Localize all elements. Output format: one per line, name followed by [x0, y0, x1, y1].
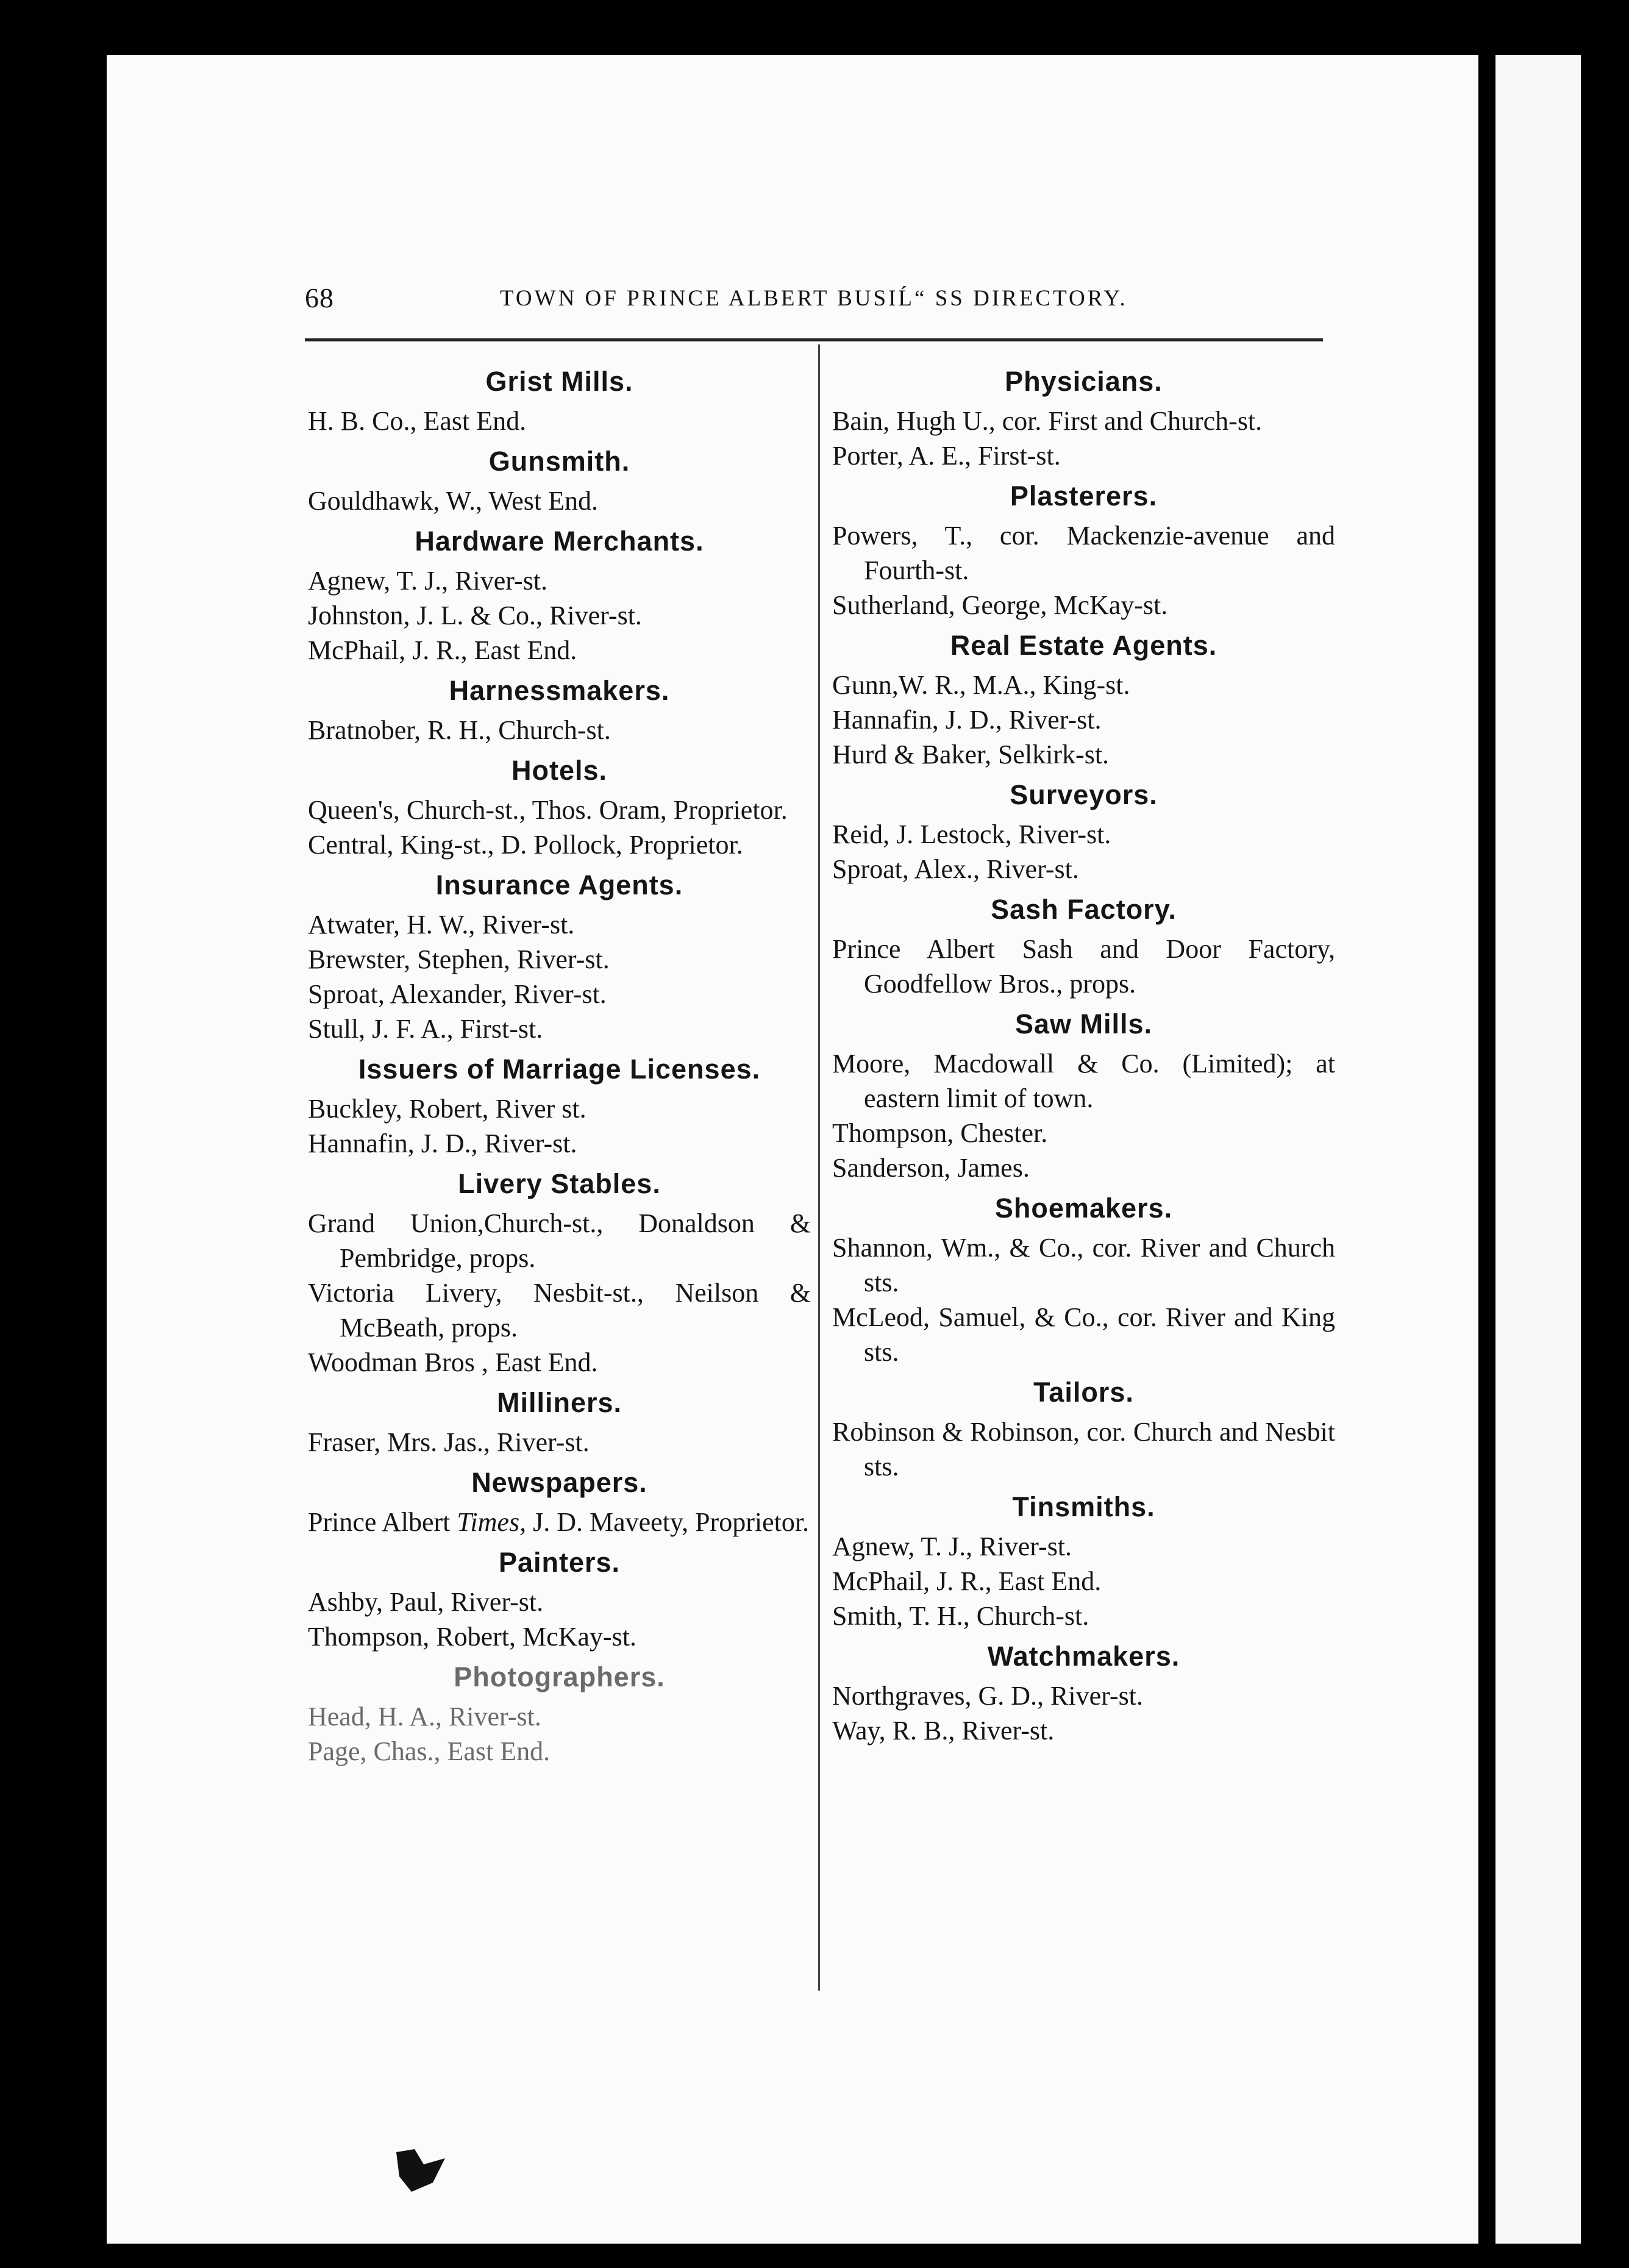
left-column: [308, 358, 811, 1769]
column-divider: [818, 344, 820, 1991]
section-painters: [308, 1544, 811, 1654]
section-hardware-merchants: [308, 523, 811, 668]
entry-list: [308, 713, 811, 747]
directory-entry: Moore, Macdowall & Co. (Limited); at eastern limit of town.: [832, 1049, 1335, 1113]
directory-entry: Stull, J. F. A., First-st.: [308, 1014, 543, 1044]
section-heading: Hotels.: [511, 755, 608, 786]
section-tinsmiths: [832, 1489, 1335, 1633]
directory-entry: Brewster, Stephen, River-st.: [308, 944, 610, 974]
entry-list: [832, 1678, 1335, 1748]
directory-entry: Robinson & Robinson, cor. Church and Nesbit sts.: [832, 1417, 1335, 1482]
section-grist-mills: [308, 363, 811, 438]
section-surveyors: [832, 777, 1335, 886]
entry-list: [308, 793, 811, 862]
directory-entry: Victoria Livery, Nesbit-st., Neilson & McBeath, props.: [308, 1278, 811, 1343]
entry-list: [832, 932, 1335, 1001]
section-heading: Real Estate Agents.: [950, 630, 1217, 661]
directory-entry: Way, R. B., River-st.: [832, 1716, 1055, 1746]
section-real-estate-agents: [832, 627, 1335, 772]
directory-entry: Sproat, Alexander, River-st.: [308, 979, 607, 1009]
page-header: [195, 282, 1183, 324]
directory-entry: Northgraves, G. D., River-st.: [832, 1681, 1143, 1711]
directory-entry: McLeod, Samuel, & Co., cor. River and King sts.: [832, 1302, 1335, 1367]
entry-list: [832, 1230, 1335, 1369]
section-heading: Physicians.: [1005, 366, 1163, 397]
right-column: [832, 358, 1335, 1748]
directory-entry: Gunn,W. R., M.A., King-st.: [832, 670, 1130, 700]
directory-entry: Sproat, Alex., River-st.: [832, 854, 1079, 884]
section-hotels: [308, 752, 811, 862]
publication-title: Times,: [457, 1507, 527, 1537]
entry-list: [832, 1529, 1335, 1633]
section-tailors: [832, 1374, 1335, 1484]
directory-entry: Hurd & Baker, Selkirk-st.: [832, 740, 1110, 769]
entry-list: [308, 1425, 811, 1460]
section-shoemakers: [832, 1190, 1335, 1369]
entry-list: [308, 404, 811, 438]
section-heading: Watchmakers.: [987, 1641, 1180, 1672]
section-plasterers: [832, 478, 1335, 622]
directory-entry: McPhail, J. R., East End.: [308, 635, 577, 665]
section-livery-stables: [308, 1166, 811, 1380]
section-saw-mills: [832, 1006, 1335, 1185]
section-heading: Saw Mills.: [1014, 1008, 1153, 1040]
section-heading: Newspapers.: [471, 1467, 647, 1498]
directory-entry: Fraser, Mrs. Jas., River-st.: [308, 1427, 590, 1457]
directory-entry: Head, H. A., River-st.: [308, 1702, 541, 1731]
directory-entry: Agnew, T. J., River-st.: [832, 1532, 1072, 1561]
directory-entry: Reid, J. Lestock, River-st.: [832, 819, 1111, 849]
entry-list: [308, 1505, 811, 1539]
directory-entry: [308, 1505, 811, 1539]
entry-list: [308, 1206, 811, 1380]
section-heading: Shoemakers.: [994, 1193, 1173, 1224]
entry-list: [308, 483, 811, 518]
section-heading: Issuers of Marriage Licenses.: [358, 1054, 761, 1085]
entry-list: [308, 1585, 811, 1654]
entry-text: Prince Albert: [308, 1507, 457, 1537]
page-gutter: [1478, 0, 1495, 2268]
entry-list: [832, 518, 1335, 622]
section-heading: Sash Factory.: [991, 894, 1177, 925]
section-gunsmith: [308, 443, 811, 518]
directory-entry: Smith, T. H., Church-st.: [832, 1601, 1089, 1631]
section-heading: Plasterers.: [1010, 480, 1158, 512]
section-watchmakers: [832, 1638, 1335, 1748]
section-heading: Insurance Agents.: [435, 869, 683, 900]
entry-list: [308, 1699, 811, 1769]
section-heading: Harnessmakers.: [449, 675, 670, 706]
directory-entry: Bain, Hugh U., cor. First and Church-st.: [832, 406, 1263, 436]
section-heading: Hardware Merchants.: [415, 526, 704, 557]
directory-entry: Central, King-st., D. Pollock, Proprietor.: [308, 830, 743, 860]
section-heading: Surveyors.: [1010, 779, 1158, 810]
directory-entry: Ashby, Paul, River-st.: [308, 1587, 544, 1617]
section-newspapers: [308, 1464, 811, 1539]
entry-list: [832, 404, 1335, 473]
section-heading: Grist Mills.: [485, 366, 633, 397]
directory-entry: Atwater, H. W., River-st.: [308, 910, 575, 940]
directory-entry: Sanderson, James.: [832, 1153, 1030, 1183]
entry-list: [832, 1046, 1335, 1185]
print-smudge: [390, 2146, 451, 2195]
directory-entry: Queen's, Church-st., Thos. Oram, Proprietor.: [308, 795, 788, 825]
section-physicians: [832, 363, 1335, 473]
directory-entry: Hannafin, J. D., River-st.: [832, 705, 1102, 735]
section-harnessmakers: [308, 672, 811, 747]
directory-entry: Woodman Bros , East End.: [308, 1347, 598, 1377]
page-number: 68: [305, 282, 334, 313]
directory-entry: Buckley, Robert, River st.: [308, 1094, 586, 1124]
section-heading: Milliners.: [496, 1387, 622, 1418]
directory-entry: Johnston, J. L. & Co., River-st.: [308, 601, 642, 630]
entry-list: [308, 1091, 811, 1161]
directory-entry: McPhail, J. R., East End.: [832, 1566, 1102, 1596]
directory-entry: Grand Union,Church-st., Donaldson & Pembridge, props.: [308, 1208, 811, 1273]
section-heading: Tinsmiths.: [1012, 1491, 1155, 1522]
section-issuers-of-marriage-licenses: [308, 1051, 811, 1161]
directory-entry: Thompson, Robert, McKay-st.: [308, 1622, 636, 1652]
directory-entry: Powers, T., cor. Mackenzie-avenue and Fourth-st.: [832, 521, 1335, 585]
running-title: TOWN OF PRINCE ALBERT BUSIĹ“ SS DIRECTORY.: [500, 286, 1128, 311]
entry-list: [832, 1414, 1335, 1484]
section-insurance-agents: [308, 867, 811, 1046]
header-rule: [305, 338, 1323, 341]
directory-entry: Gouldhawk, W., West End.: [308, 486, 598, 516]
directory-entry: Prince Albert Sash and Door Factory, Goodfellow Bros., props.: [832, 934, 1335, 999]
directory-entry: Bratnober, R. H., Church-st.: [308, 715, 611, 745]
directory-entry: Agnew, T. J., River-st.: [308, 566, 548, 596]
directory-entry: Page, Chas., East End.: [308, 1736, 551, 1766]
directory-entry: Hannafin, J. D., River-st.: [308, 1129, 577, 1158]
directory-entry: Thompson, Chester.: [832, 1118, 1048, 1148]
directory-entry: Shannon, Wm., & Co., cor. River and Church sts.: [832, 1233, 1335, 1297]
directory-entry: Porter, A. E., First-st.: [832, 441, 1061, 471]
section-heading: Livery Stables.: [458, 1168, 661, 1199]
directory-entry: Sutherland, George, McKay-st.: [832, 590, 1168, 620]
section-milliners: [308, 1385, 811, 1460]
section-sash-factory: [832, 891, 1335, 1001]
facing-page-edge: [1495, 55, 1581, 2244]
entry-list: [832, 817, 1335, 886]
entry-text: J. D. Maveety, Proprietor.: [526, 1507, 810, 1537]
section-heading: Photographers.: [454, 1661, 665, 1692]
directory-entry: H. B. Co., East End.: [308, 406, 527, 436]
section-heading: Tailors.: [1033, 1377, 1134, 1408]
entry-list: [832, 668, 1335, 772]
section-heading: Gunsmith.: [488, 446, 630, 477]
section-photographers: [308, 1659, 811, 1769]
entry-list: [308, 907, 811, 1046]
section-heading: Painters.: [498, 1547, 621, 1578]
entry-list: [308, 563, 811, 668]
